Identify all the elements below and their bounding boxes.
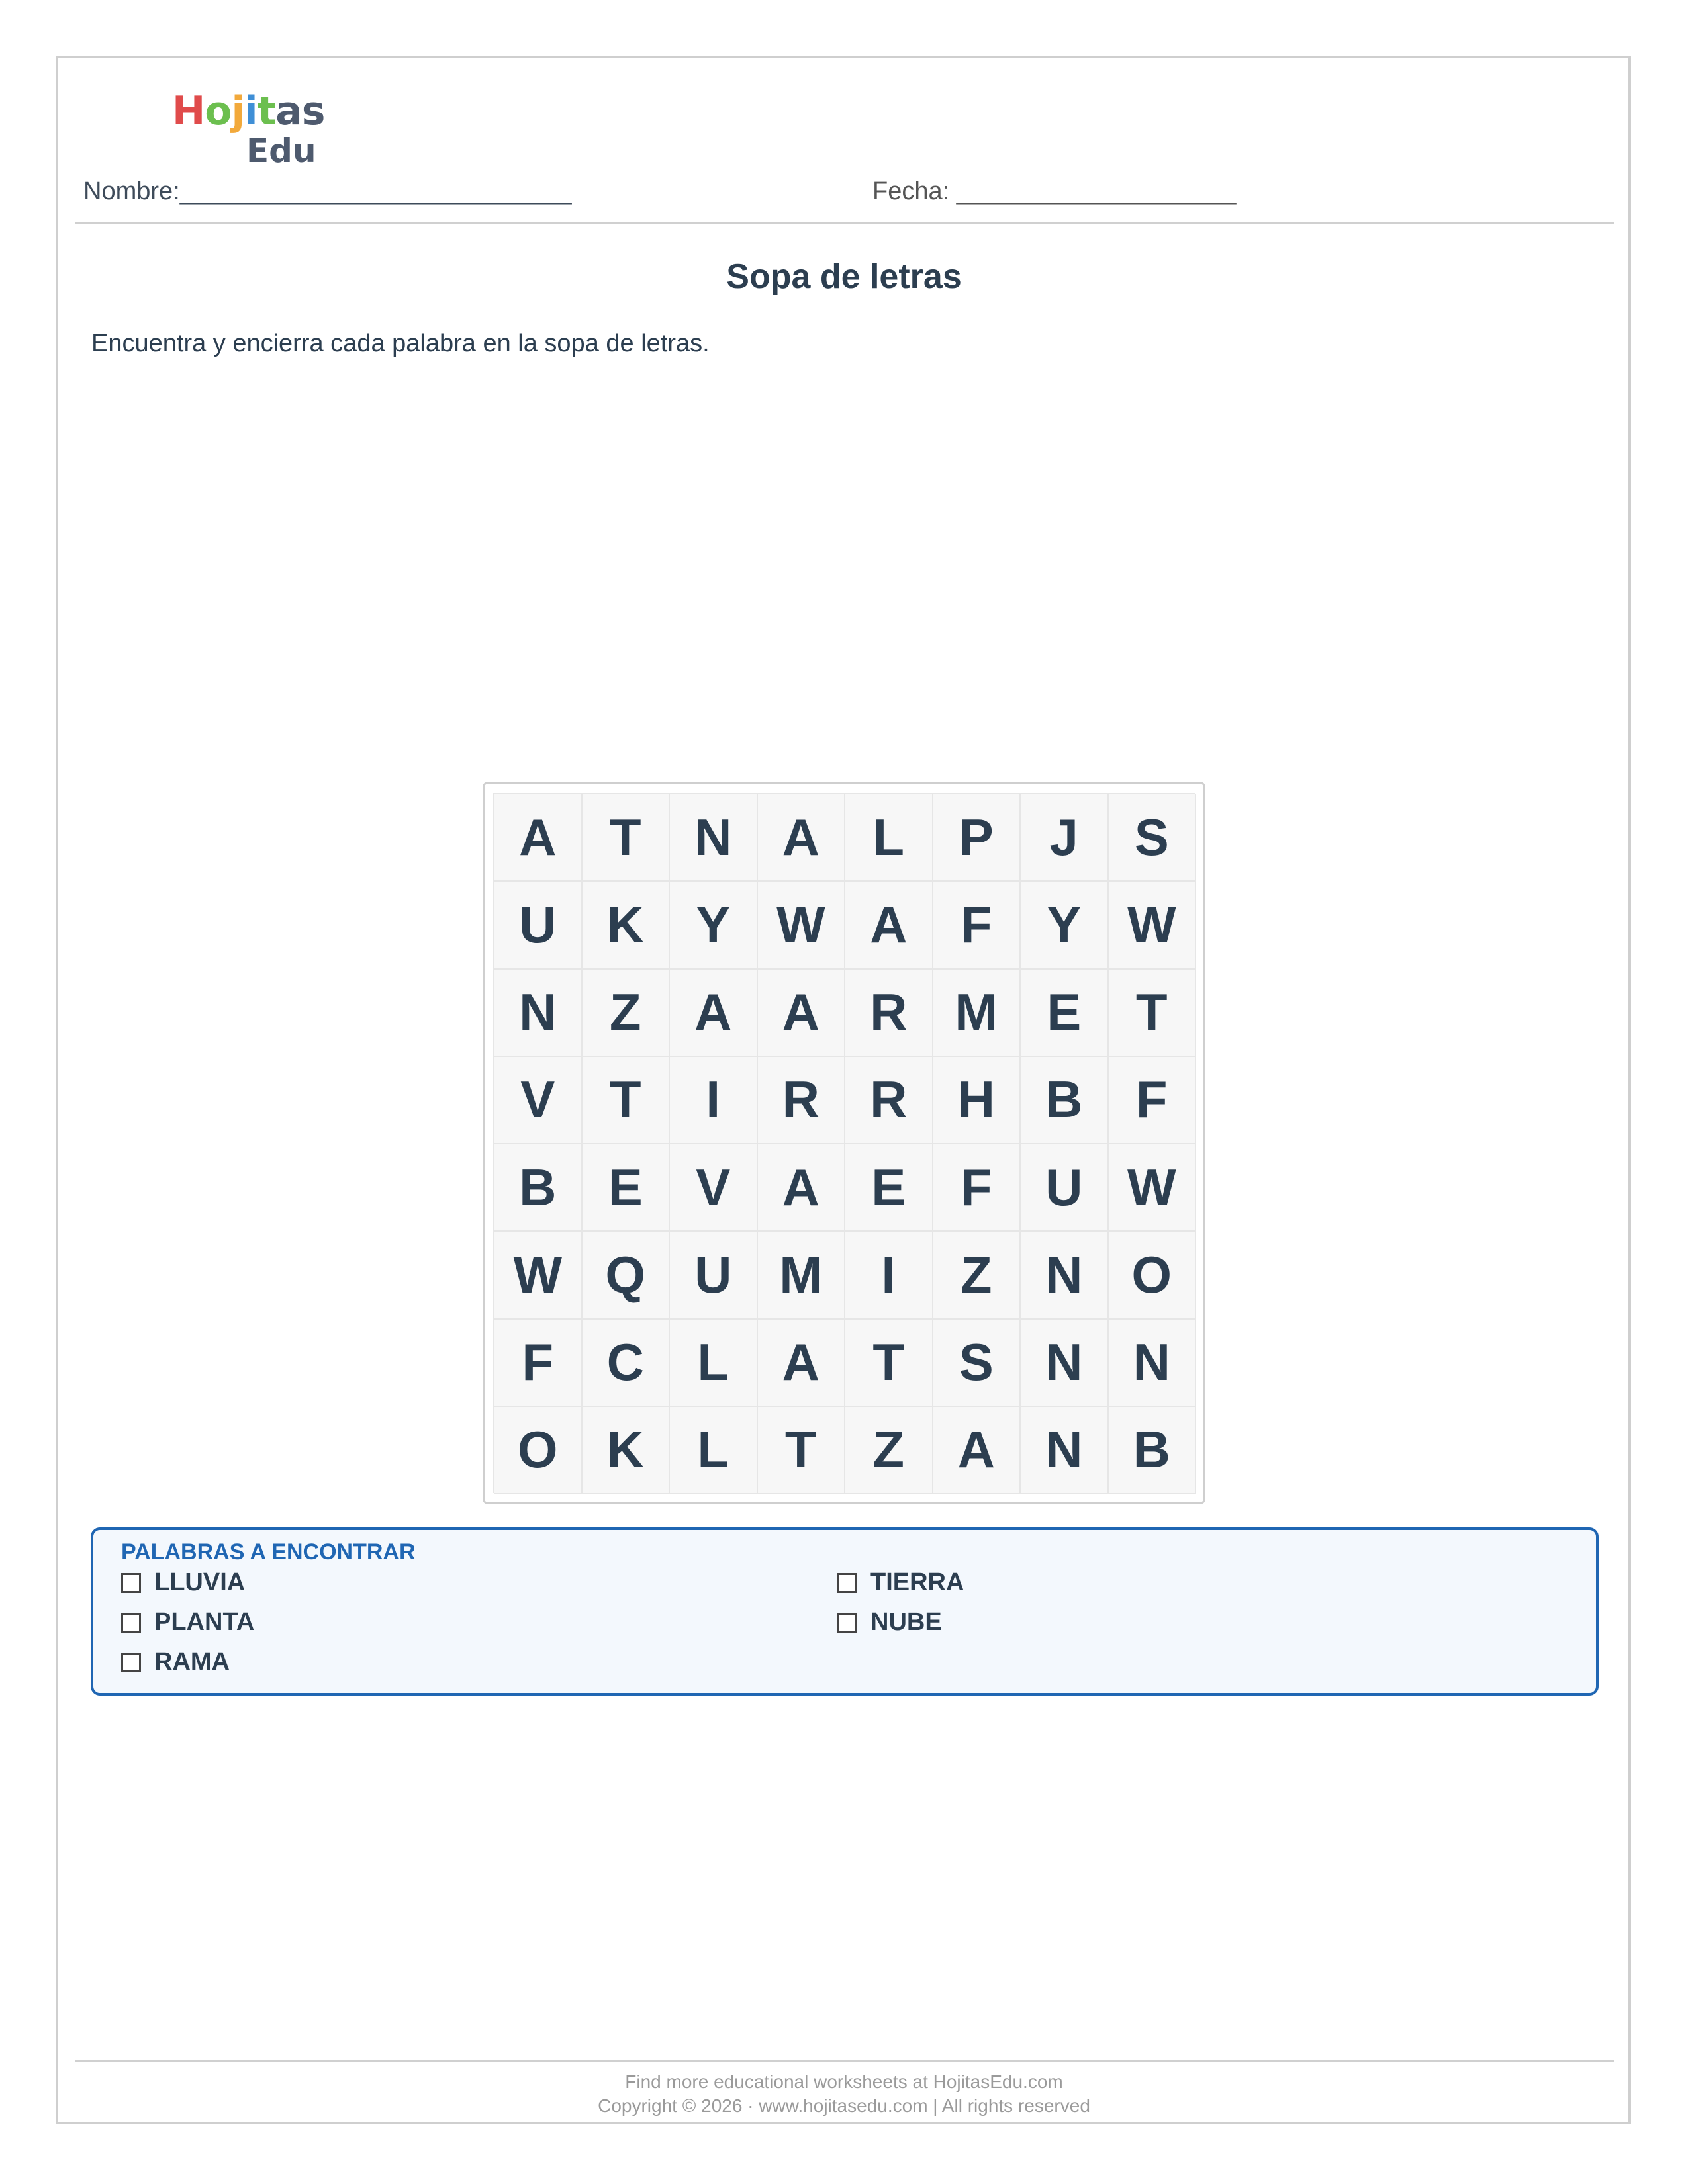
grid-cell[interactable]: A — [758, 970, 846, 1057]
grid-cell[interactable]: L — [845, 794, 933, 882]
grid-cell[interactable]: N — [1021, 1232, 1109, 1319]
grid-cell[interactable]: E — [583, 1144, 671, 1232]
grid-cell[interactable]: C — [583, 1320, 671, 1407]
logo-word-hojitas — [172, 90, 331, 132]
grid-cell[interactable]: R — [845, 970, 933, 1057]
header-divider — [75, 222, 1614, 224]
grid-cell[interactable]: Z — [845, 1407, 933, 1494]
word-label: RAMA — [154, 1648, 230, 1676]
grid-cell[interactable]: N — [670, 794, 758, 882]
grid-cell[interactable]: R — [845, 1057, 933, 1144]
grid-cell[interactable]: M — [933, 970, 1021, 1057]
grid-cell[interactable]: W — [1109, 882, 1197, 969]
footer-copyright: Copyright © 2026 · www.hojitasedu.com | All rights reserved — [598, 2095, 1090, 2116]
grid-cell[interactable]: Z — [933, 1232, 1021, 1319]
grid-cell[interactable]: U — [494, 882, 583, 969]
logo-word-edu: Edu — [246, 132, 316, 170]
grid-cell[interactable]: T — [845, 1320, 933, 1407]
logo-letter: a — [275, 88, 302, 134]
word-list-box — [91, 1527, 1599, 1696]
date-field[interactable]: Fecha: ____________________ — [872, 177, 1237, 205]
grid-cell[interactable]: V — [494, 1057, 583, 1144]
grid-cell[interactable]: F — [1109, 1057, 1197, 1144]
grid-cell[interactable]: M — [758, 1232, 846, 1319]
word-search-grid — [493, 793, 1195, 1493]
grid-cell[interactable]: H — [933, 1057, 1021, 1144]
grid-cell[interactable]: F — [933, 1144, 1021, 1232]
header-fields — [83, 177, 1606, 210]
grid-cell[interactable]: O — [494, 1407, 583, 1494]
word-item-planta[interactable] — [121, 1608, 254, 1637]
grid-cell[interactable]: B — [1021, 1057, 1109, 1144]
grid-cell[interactable]: A — [758, 1144, 846, 1232]
grid-cell[interactable]: L — [670, 1407, 758, 1494]
word-label: LLUVIA — [154, 1569, 246, 1596]
footer-divider — [75, 2060, 1614, 2062]
word-label: PLANTA — [154, 1608, 255, 1636]
grid-cell[interactable]: N — [1021, 1407, 1109, 1494]
word-list-title: PALABRAS A ENCONTRAR — [121, 1539, 416, 1565]
grid-cell[interactable]: Z — [583, 970, 671, 1057]
grid-cell[interactable]: I — [845, 1232, 933, 1319]
grid-cell[interactable]: N — [1021, 1320, 1109, 1407]
checkbox-icon[interactable] — [837, 1573, 857, 1593]
word-item-nube[interactable] — [837, 1608, 942, 1637]
grid-cell[interactable]: U — [670, 1232, 758, 1319]
grid-cell[interactable]: K — [583, 882, 671, 969]
grid-cell[interactable]: W — [1109, 1144, 1197, 1232]
word-item-rama[interactable] — [121, 1648, 230, 1676]
grid-cell[interactable]: W — [758, 882, 846, 969]
word-item-tierra[interactable] — [837, 1569, 964, 1597]
grid-cell[interactable]: A — [670, 970, 758, 1057]
grid-cell[interactable]: O — [1109, 1232, 1197, 1319]
grid-cell[interactable]: T — [583, 1057, 671, 1144]
grid-cell[interactable]: V — [670, 1144, 758, 1232]
word-label: TIERRA — [870, 1569, 964, 1596]
grid-cell[interactable]: T — [758, 1407, 846, 1494]
checkbox-icon[interactable] — [837, 1613, 857, 1633]
logo-letter: t — [257, 88, 276, 134]
word-item-lluvia[interactable] — [121, 1569, 245, 1597]
grid-cell[interactable]: F — [494, 1320, 583, 1407]
grid-cell[interactable]: R — [758, 1057, 846, 1144]
grid-cell[interactable]: U — [1021, 1144, 1109, 1232]
grid-cell[interactable]: Y — [670, 882, 758, 969]
logo-letter: H — [172, 88, 205, 134]
name-field[interactable]: Nombre:____________________________ — [83, 177, 572, 205]
grid-cell[interactable]: F — [933, 882, 1021, 969]
grid-cell[interactable]: E — [1021, 970, 1109, 1057]
grid-cell[interactable]: I — [670, 1057, 758, 1144]
grid-cell[interactable]: E — [845, 1144, 933, 1232]
grid-cell[interactable]: A — [758, 1320, 846, 1407]
page-title: Sopa de letras — [726, 257, 962, 296]
grid-cell[interactable]: P — [933, 794, 1021, 882]
footer-promo: Find more educational worksheets at HojitasEdu.com — [625, 2071, 1063, 2092]
grid-cell[interactable]: J — [1021, 794, 1109, 882]
logo-letter: o — [205, 88, 232, 134]
grid-cell[interactable]: L — [670, 1320, 758, 1407]
hojitas-edu-logo — [172, 90, 331, 176]
logo-letter: s — [301, 88, 325, 134]
grid-cell[interactable]: N — [1109, 1320, 1197, 1407]
grid-cell[interactable]: Y — [1021, 882, 1109, 969]
grid-cell[interactable]: S — [1109, 794, 1197, 882]
grid-cell[interactable]: T — [583, 794, 671, 882]
checkbox-icon[interactable] — [121, 1613, 141, 1633]
grid-cell[interactable]: Q — [583, 1232, 671, 1319]
grid-cell[interactable]: A — [933, 1407, 1021, 1494]
grid-cell[interactable]: A — [845, 882, 933, 969]
grid-cell[interactable]: T — [1109, 970, 1197, 1057]
grid-cell[interactable]: B — [494, 1144, 583, 1232]
grid-cell[interactable]: A — [494, 794, 583, 882]
word-label: NUBE — [870, 1608, 942, 1636]
grid-cell[interactable]: N — [494, 970, 583, 1057]
grid-cell[interactable]: W — [494, 1232, 583, 1319]
grid-cell[interactable]: K — [583, 1407, 671, 1494]
grid-cell[interactable]: S — [933, 1320, 1021, 1407]
logo-letter: i — [244, 88, 258, 134]
logo-letter: j — [231, 88, 245, 134]
checkbox-icon[interactable] — [121, 1653, 141, 1672]
grid-cell[interactable]: A — [758, 794, 846, 882]
grid-cell[interactable]: B — [1109, 1407, 1197, 1494]
checkbox-icon[interactable] — [121, 1573, 141, 1593]
instructions-text: Encuentra y encierra cada palabra en la sopa de letras. — [91, 330, 710, 357]
